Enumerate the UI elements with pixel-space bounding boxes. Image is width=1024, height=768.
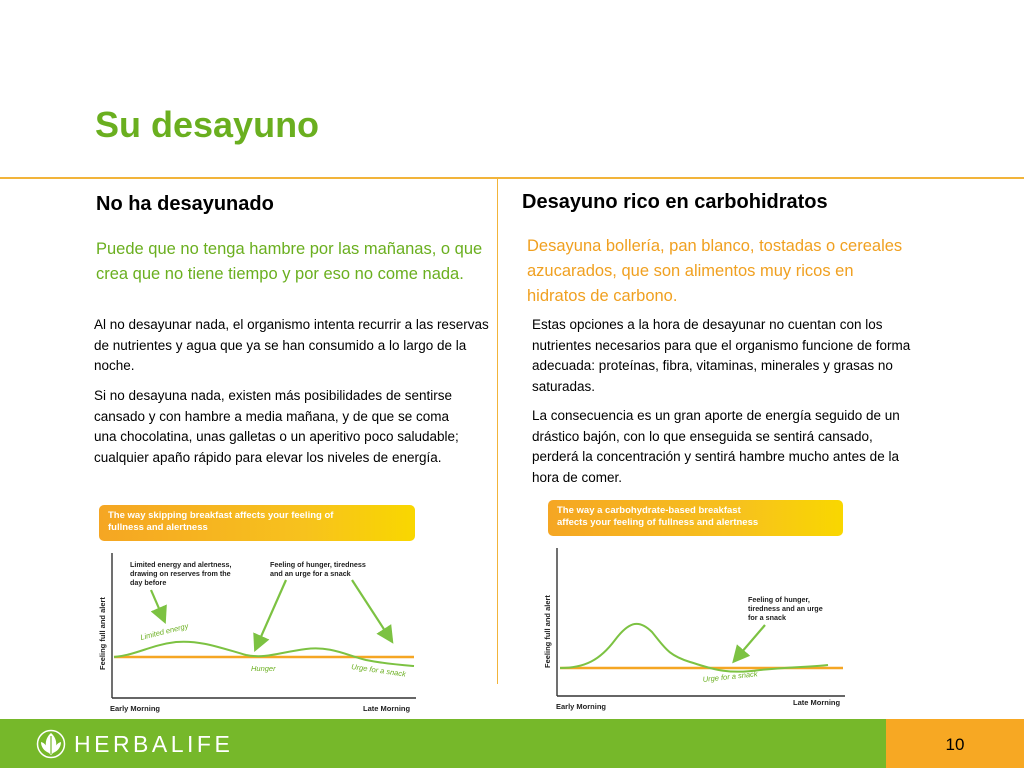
page-number-box xyxy=(886,719,1024,768)
column-divider xyxy=(497,179,498,684)
energy-curve xyxy=(114,642,414,666)
left-heading: No ha desayunado xyxy=(96,193,274,215)
callout-limited-energy: Limited energy and alertness, drawing on reserves from the day before xyxy=(130,560,232,587)
slide-title: Su desayuno xyxy=(95,104,320,145)
label-urge-snack: Urge for a snack xyxy=(702,669,758,684)
chart-banner-line-2: fullness and alertness xyxy=(108,522,208,533)
callout-hunger: Feeling of hunger, tiredness and an urge for a snack xyxy=(270,560,366,578)
x-axis-label-start: Early Morning xyxy=(556,702,607,711)
chart-banner-line-1: The way a carbohydrate-based breakfast xyxy=(557,505,741,516)
chart-banner-line-1: The way skipping breakfast affects your feeling of xyxy=(108,510,334,521)
title-divider xyxy=(0,177,1024,179)
label-urge-snack: Urge for a snack xyxy=(350,662,407,679)
arrow-3 xyxy=(352,580,391,640)
brand-name: HERBALIFE xyxy=(74,730,234,757)
x-axis-label-end: Late Morning xyxy=(793,698,841,707)
left-lead: Puede que no tenga hambre por las mañanas, o que crea que no tiene tiempo y por eso no come nada. xyxy=(96,240,483,283)
energy-curve xyxy=(560,624,828,672)
right-paragraph-1: Estas opciones a la hora de desayunar no cuentan con los nutrientes necesarios para que el organismo funcione de forma adecuada: proteínas, fibra, vitaminas, minerales y grasas no saturadas. xyxy=(532,317,911,394)
right-paragraph-2: La consecuencia es un gran aporte de energía seguido de un drástico bajón, con lo que enseguida se sentirá cansado, perderá la concentración y sentirá hambre mucho antes de la hora de comer. xyxy=(532,408,900,485)
chart-plot xyxy=(540,500,850,715)
y-axis-label: Feeling full and alert xyxy=(98,597,107,670)
right-lead: Desayuna bollería, pan blanco, tostadas o cereales azucarados, que son alimentos muy ricos en hidratos de carbono. xyxy=(527,237,903,305)
skip-breakfast-chart xyxy=(96,505,421,715)
footer-bar xyxy=(0,719,1024,768)
y-axis-label: Feeling full and alert xyxy=(543,595,552,668)
arrow-2 xyxy=(256,580,286,648)
herbalife-logo xyxy=(36,728,233,760)
callout-hunger: Feeling of hunger, tiredness and an urge for a snack xyxy=(748,595,823,622)
left-paragraph-2: Si no desayuna nada, existen más posibilidades de sentirse cansado y con hambre a media mañana, y de que se coma una chocolatina, unas galletas o un aperitivo poco saludable; cualquier apaño rápido para elevar los niveles de energía. xyxy=(94,388,459,465)
left-paragraph-1: Al no desayunar nada, el organismo intenta recurrir a las reservas de nutrientes y agua que ya se han consumido a lo largo de la noche. xyxy=(94,317,489,373)
arrow-1 xyxy=(735,625,765,660)
chart-banner-line-2: affects your feeling of fullness and alertness xyxy=(557,517,759,528)
x-axis-label-end: Late Morning xyxy=(363,704,411,713)
arrow-1 xyxy=(151,590,164,620)
carb-breakfast-chart xyxy=(540,500,850,715)
label-hunger: Hunger xyxy=(251,664,276,673)
x-axis-label-start: Early Morning xyxy=(110,704,161,713)
right-heading: Desayuno rico en carbohidratos xyxy=(522,191,828,213)
label-limited-energy: Limited energy xyxy=(139,621,190,642)
chart-plot xyxy=(96,505,421,715)
leaf-icon xyxy=(36,729,66,759)
page-number: 10 xyxy=(945,735,965,754)
